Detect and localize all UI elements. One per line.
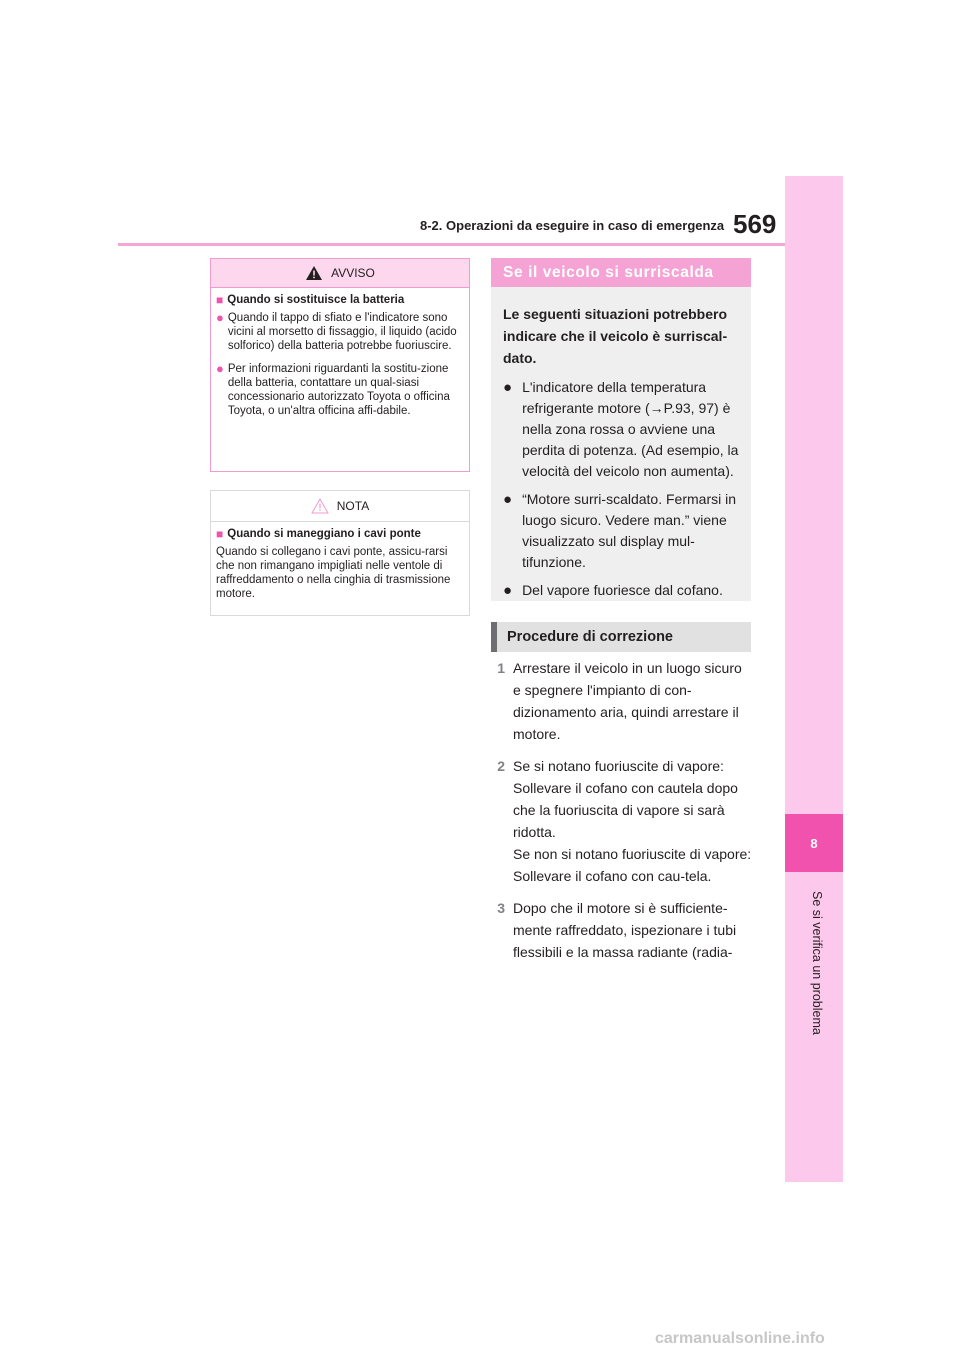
step-item — [491, 897, 753, 963]
condition-item: “Motore surri-scaldato. Fermarsi in luogo sicuro. Vedere man.” viene visualizzato sul display mul-tifunzione. — [522, 491, 736, 570]
chapter-title — [804, 891, 824, 1035]
note-box — [210, 490, 470, 616]
watermark: carmanualsonline.info — [655, 1330, 825, 1347]
circle-bullet-icon: ● — [216, 310, 224, 325]
step-number: 2 — [497, 758, 505, 774]
page-number: 569 — [733, 209, 777, 239]
chapter-title-text: Se si verifica un problema — [810, 891, 824, 1035]
overheat-section-title: Se il veicolo si surriscalda — [491, 258, 751, 287]
warning-item: Quando il tappo di sfiato e l'indicatore sono vicini al morsetto di fissaggio, il liquido (acido solforico) della batteria potrebbe fuoriuscire. — [227, 312, 457, 352]
section-header: 8-2. Operazioni da eseguire in caso di emergenza — [420, 218, 725, 233]
correction-section-title: Procedure di correzione — [491, 622, 751, 652]
header-divider — [118, 243, 785, 246]
step-text: Dopo che il motore si è sufficiente-mente raffreddato, ispezionare i tubi flessibili e la massa radiante (radia- — [513, 900, 737, 960]
warning-item: Per informazioni riguardanti la sostitu-zione della batteria, contattare un qual-siasi concessionario autorizzato Toyota o officina Toyota, o un'altra officina affi-dabile. — [227, 363, 450, 417]
step-text: Se si notano fuoriuscite di vapore: Sollevare il cofano con cautela dopo che la fuoriuscita di vapore si sarà ridotta. Se non si notano fuoriuscite di vapore: Sollevare il cofano con cau-tela. — [513, 758, 752, 884]
chapter-number-tab[interactable]: 8 — [785, 814, 843, 872]
correction-steps — [491, 657, 753, 973]
bullet-icon: ● — [503, 582, 513, 599]
condition-item: L'indicatore della temperatura refrigerante motore (→P.93, 97) è nella zona rossa o avviene una perdita di potenza. (Ad esempio, la velocità del veicolo non aumenta). — [522, 379, 739, 479]
caution-triangle-icon — [311, 498, 329, 514]
step-number: 3 — [497, 900, 505, 916]
step-text: Arrestare il veicolo in un luogo sicuro e spegnere l'impianto di con-dizionamento aria, quindi arrestare il motore. — [513, 660, 742, 742]
overheat-intro: Le seguenti situazioni potrebbero indicare che il veicolo è surriscal-dato. — [503, 306, 728, 366]
warning-title: AVVISO — [331, 266, 375, 280]
step-item — [491, 755, 753, 887]
note-box-header — [211, 491, 469, 522]
bullet-icon: ● — [503, 379, 513, 396]
note-text: Quando si collegano i cavi ponte, assicu-rarsi che non rimangano impigliati nelle ventole di raffreddamento o nella cinghia di trasmissione motore. — [216, 546, 451, 600]
note-title: NOTA — [336, 499, 370, 513]
condition-item: Del vapore fuoriesce dal cofano. — [522, 582, 723, 598]
step-item — [491, 657, 753, 745]
warning-heading: Quando si sostituisce la batteria — [227, 294, 405, 306]
warning-box-header — [211, 259, 469, 288]
note-heading: Quando si maneggiano i cavi ponte — [227, 528, 421, 540]
square-bullet-icon: ■ — [216, 293, 224, 307]
overheat-conditions — [491, 287, 751, 601]
circle-bullet-icon: ● — [216, 361, 224, 376]
warning-triangle-icon — [305, 265, 323, 281]
step-number: 1 — [497, 660, 505, 676]
warning-box — [210, 258, 470, 472]
square-bullet-icon: ■ — [216, 527, 224, 541]
bullet-icon: ● — [503, 491, 513, 508]
